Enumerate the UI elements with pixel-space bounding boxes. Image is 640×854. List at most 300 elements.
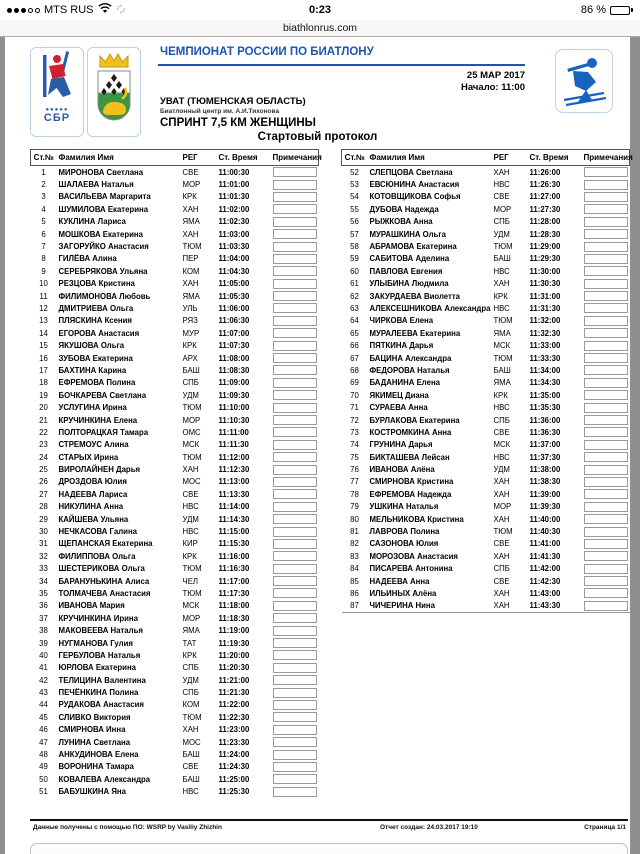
start-number: 62 bbox=[350, 291, 359, 301]
region-code: НВС bbox=[493, 452, 510, 462]
table-row bbox=[342, 389, 630, 401]
remarks-box bbox=[273, 539, 317, 549]
remarks-cell bbox=[582, 414, 630, 426]
region-code: ХАН bbox=[493, 551, 510, 561]
athlete-name: РЫЖКОВА Анна bbox=[369, 217, 433, 227]
start-number: 60 bbox=[350, 266, 359, 276]
start-time: 11:42:00 bbox=[529, 564, 561, 574]
region-code: ХАН bbox=[182, 229, 199, 239]
remarks-cell bbox=[271, 278, 319, 290]
table-row bbox=[342, 538, 630, 550]
remarks-cell bbox=[271, 191, 319, 203]
start-time: 11:08:30 bbox=[218, 365, 250, 375]
athlete-name: ФИЛИППОВА Ольга bbox=[58, 551, 136, 561]
protocol-title: Стартовый протокол bbox=[257, 131, 378, 143]
start-time: 11:01:30 bbox=[218, 192, 250, 202]
start-time: 11:25:30 bbox=[218, 787, 250, 797]
table-row bbox=[31, 525, 319, 537]
start-time: 11:38:00 bbox=[529, 465, 561, 475]
start-number: 50 bbox=[39, 774, 48, 784]
region-code: ХАН bbox=[493, 514, 510, 524]
start-number: 1 bbox=[41, 167, 46, 177]
region-code: МСК bbox=[182, 440, 200, 450]
start-time: 11:03:30 bbox=[218, 242, 250, 252]
remarks-cell bbox=[582, 426, 630, 438]
region-code: МСК bbox=[493, 341, 511, 351]
remarks-cell bbox=[582, 327, 630, 339]
start-number: 19 bbox=[39, 390, 48, 400]
remarks-cell bbox=[271, 624, 319, 636]
remarks-box bbox=[584, 365, 628, 375]
remarks-box bbox=[584, 502, 628, 512]
athlete-name: ШАЛАЕВА Наталья bbox=[58, 180, 134, 190]
table-row bbox=[31, 649, 319, 661]
athlete-name: АНКУДИНОВА Елена bbox=[58, 750, 139, 760]
start-number: 71 bbox=[350, 403, 359, 413]
remarks-cell bbox=[271, 525, 319, 537]
athlete-name: САБИТОВА Аделина bbox=[369, 254, 450, 264]
remarks-cell bbox=[271, 612, 319, 624]
start-number: 5 bbox=[41, 217, 46, 227]
start-number: 58 bbox=[350, 242, 359, 252]
table-row bbox=[342, 426, 630, 438]
remarks-box bbox=[584, 217, 628, 227]
start-time: 11:28:30 bbox=[529, 229, 561, 239]
remarks-cell bbox=[582, 439, 630, 451]
athlete-name: БАХТИНА Карина bbox=[58, 365, 127, 375]
region-code: ХАН bbox=[493, 588, 510, 598]
remarks-box bbox=[273, 613, 317, 623]
start-number: 63 bbox=[350, 303, 359, 313]
athlete-name: ЕФРЕМОВА Надежда bbox=[369, 489, 452, 499]
region-code: ХАН bbox=[182, 204, 199, 214]
start-number: 74 bbox=[350, 440, 359, 450]
athlete-name: ПЯТКИНА Дарья bbox=[369, 341, 434, 351]
table-row bbox=[342, 166, 630, 179]
start-number: 7 bbox=[41, 242, 46, 252]
table-row bbox=[31, 339, 319, 351]
remarks-box bbox=[584, 328, 628, 338]
remarks-box bbox=[273, 750, 317, 760]
remarks-box bbox=[584, 601, 628, 611]
region-code: БАШ bbox=[493, 365, 511, 375]
region-code: ХАН bbox=[182, 725, 199, 735]
start-time: 11:27:30 bbox=[529, 204, 561, 214]
region-code: НВС bbox=[182, 787, 199, 797]
remarks-box bbox=[584, 427, 628, 437]
start-time: 11:33:30 bbox=[529, 353, 561, 363]
carrier-label: MTS RUS bbox=[44, 4, 94, 16]
document-page bbox=[5, 37, 633, 854]
remarks-cell bbox=[271, 637, 319, 649]
remarks-box bbox=[584, 204, 628, 214]
remarks-cell bbox=[271, 649, 319, 661]
remarks-box bbox=[273, 514, 317, 524]
athlete-name: ЮРЛОВА Екатерина bbox=[58, 663, 137, 673]
start-number: 76 bbox=[350, 465, 359, 475]
remarks-cell bbox=[271, 302, 319, 314]
athlete-name: ЕВСЮНИНА Анастасия bbox=[369, 180, 460, 190]
region-code: СВЕ bbox=[493, 539, 510, 549]
start-time: 11:43:00 bbox=[529, 588, 561, 598]
athlete-name: НАДЕЕВА Анна bbox=[369, 576, 430, 586]
table-row bbox=[31, 674, 319, 686]
remarks-box bbox=[273, 291, 317, 301]
event-label: СПРИНТ 7,5 КМ ЖЕНЩИНЫ bbox=[160, 117, 316, 129]
remarks-cell bbox=[271, 414, 319, 426]
remarks-cell bbox=[582, 216, 630, 228]
table-row bbox=[342, 290, 630, 302]
region-code: ТЮМ bbox=[182, 452, 202, 462]
region-code: КИР bbox=[182, 539, 198, 549]
start-number: 14 bbox=[39, 328, 48, 338]
start-time: 11:04:30 bbox=[218, 266, 250, 276]
start-number: 52 bbox=[350, 167, 359, 177]
start-number: 51 bbox=[39, 787, 48, 797]
athlete-name: ФИЛИМОНОВА Любовь bbox=[58, 291, 151, 301]
table-row bbox=[31, 178, 319, 190]
athlete-name: ИВАНОВА Мария bbox=[58, 601, 125, 611]
sbr-dots: ●●●●● bbox=[45, 107, 69, 113]
sbr-label: СБР bbox=[43, 112, 71, 124]
table-row bbox=[342, 463, 630, 475]
table-row bbox=[342, 439, 630, 451]
start-time: 11:26:30 bbox=[529, 180, 561, 190]
start-time-label: Начало: 11:00 bbox=[461, 82, 525, 93]
athlete-name: ПОЛТОРАЦКАЯ Тамара bbox=[58, 427, 149, 437]
remarks-box bbox=[273, 638, 317, 648]
region-code: ЯМА bbox=[182, 626, 200, 636]
clock-label: 0:23 bbox=[308, 4, 332, 16]
remarks-box bbox=[273, 303, 317, 313]
athlete-name: ЗУБОВА Екатерина bbox=[58, 353, 133, 363]
athlete-name: КУКЛИНА Лариса bbox=[58, 217, 126, 227]
start-time: 11:09:30 bbox=[218, 390, 250, 400]
remarks-cell bbox=[582, 513, 630, 525]
remarks-box bbox=[273, 762, 317, 772]
start-number: 38 bbox=[39, 626, 48, 636]
start-number: 28 bbox=[39, 502, 48, 512]
start-time: 11:35:30 bbox=[529, 403, 561, 413]
start-number: 59 bbox=[350, 254, 359, 264]
start-time: 11:15:30 bbox=[218, 539, 250, 549]
battery-icon bbox=[610, 6, 633, 15]
start-number: 48 bbox=[39, 750, 48, 760]
header-logos bbox=[30, 47, 141, 137]
remarks-box bbox=[584, 341, 628, 351]
start-number: 55 bbox=[350, 204, 359, 214]
remarks-box bbox=[273, 626, 317, 636]
start-time: 11:20:00 bbox=[218, 650, 250, 660]
athlete-name: КРУЧИНКИНА Елена bbox=[58, 415, 138, 425]
start-number: 67 bbox=[350, 353, 359, 363]
remarks-box bbox=[273, 712, 317, 722]
footer-page-number: Страница 1/1 bbox=[584, 824, 626, 831]
athlete-name: УСЛУГИНА Ирина bbox=[58, 403, 127, 413]
start-time: 11:41:00 bbox=[529, 539, 561, 549]
remarks-box bbox=[584, 279, 628, 289]
start-time: 11:22:30 bbox=[218, 712, 250, 722]
start-time: 11:28:00 bbox=[529, 217, 561, 227]
table-row bbox=[31, 302, 319, 314]
start-time: 11:18:00 bbox=[218, 601, 250, 611]
start-number: 87 bbox=[350, 601, 359, 611]
region-code: КРК bbox=[182, 192, 197, 202]
remarks-box bbox=[273, 502, 317, 512]
region-code: СВЕ bbox=[493, 427, 510, 437]
start-number: 72 bbox=[350, 415, 359, 425]
start-number: 6 bbox=[41, 229, 46, 239]
remarks-box bbox=[584, 576, 628, 586]
remarks-cell bbox=[271, 364, 319, 376]
athlete-name: МОРОЗОВА Анастасия bbox=[369, 551, 458, 561]
athlete-name: ЕГОРОВА Анастасия bbox=[58, 328, 140, 338]
col-header-region: РЕГ bbox=[492, 150, 528, 166]
remarks-box bbox=[584, 266, 628, 276]
table-row bbox=[31, 501, 319, 513]
remarks-box bbox=[273, 180, 317, 190]
start-time: 11:29:30 bbox=[529, 254, 561, 264]
start-number: 81 bbox=[350, 527, 359, 537]
remarks-cell bbox=[271, 439, 319, 451]
athlete-name: СТАРЫХ Ирина bbox=[58, 452, 119, 462]
athlete-name: ПАВЛОВА Евгения bbox=[369, 266, 443, 276]
table-row bbox=[31, 191, 319, 203]
remarks-cell bbox=[582, 352, 630, 364]
table-row bbox=[31, 575, 319, 587]
remarks-cell bbox=[582, 476, 630, 488]
region-code: ПЕР bbox=[182, 254, 199, 264]
table-row bbox=[342, 550, 630, 562]
region-code: НВС bbox=[182, 527, 199, 537]
start-number: 36 bbox=[39, 601, 48, 611]
region-code: ТЮМ bbox=[493, 316, 513, 326]
start-number: 41 bbox=[39, 663, 48, 673]
start-number: 69 bbox=[350, 378, 359, 388]
table-row bbox=[342, 352, 630, 364]
table-row bbox=[342, 401, 630, 413]
region-code: ТЮМ bbox=[493, 353, 513, 363]
remarks-cell bbox=[271, 178, 319, 190]
start-number: 64 bbox=[350, 316, 359, 326]
start-time: 11:02:00 bbox=[218, 204, 250, 214]
start-number: 46 bbox=[39, 725, 48, 735]
region-code: ТЮМ bbox=[182, 242, 202, 252]
region-code: МОС bbox=[182, 737, 201, 747]
table-row bbox=[31, 253, 319, 265]
remarks-cell bbox=[582, 253, 630, 265]
remarks-cell bbox=[271, 216, 319, 228]
remarks-box bbox=[584, 378, 628, 388]
table-row bbox=[342, 563, 630, 575]
remarks-box bbox=[273, 440, 317, 450]
table-row bbox=[31, 476, 319, 488]
start-time: 11:30:00 bbox=[529, 266, 561, 276]
remarks-cell bbox=[271, 451, 319, 463]
table-row bbox=[342, 575, 630, 587]
region-code: СПБ bbox=[493, 217, 510, 227]
table-header-row bbox=[342, 150, 630, 166]
athlete-name: СМИРНОВА Инна bbox=[58, 725, 126, 735]
athlete-name: БАРАНУНЬКИНА Алиса bbox=[58, 576, 150, 586]
remarks-cell bbox=[271, 587, 319, 599]
remarks-cell bbox=[271, 401, 319, 413]
region-code: КРК bbox=[493, 390, 508, 400]
athlete-name: НАДЕЕВА Лариса bbox=[58, 489, 128, 499]
start-time: 11:20:30 bbox=[218, 663, 250, 673]
remarks-cell bbox=[582, 315, 630, 327]
remarks-cell bbox=[271, 711, 319, 723]
remarks-cell bbox=[582, 278, 630, 290]
remarks-cell bbox=[271, 686, 319, 698]
start-time: 11:26:00 bbox=[529, 167, 561, 177]
athlete-name: ВАСИЛЬЕВА Маргарита bbox=[58, 192, 151, 202]
start-number: 56 bbox=[350, 217, 359, 227]
col-header-remarks: Примечания bbox=[271, 150, 319, 166]
table-row bbox=[31, 748, 319, 760]
table-row bbox=[342, 377, 630, 389]
remarks-box bbox=[584, 527, 628, 537]
start-list-tables bbox=[30, 149, 633, 798]
region-code: МОР bbox=[182, 180, 201, 190]
start-number: 10 bbox=[39, 279, 48, 289]
remarks-box bbox=[273, 477, 317, 487]
start-number: 11 bbox=[39, 291, 48, 301]
start-list-right-column bbox=[341, 149, 633, 798]
region-code: ЯМА bbox=[182, 217, 200, 227]
athlete-name: НУГМАНОВА Гулия bbox=[58, 638, 133, 648]
start-time: 11:12:00 bbox=[218, 452, 250, 462]
start-time: 11:08:00 bbox=[218, 353, 250, 363]
region-code: ХАН bbox=[493, 489, 510, 499]
start-time: 11:40:00 bbox=[529, 514, 561, 524]
table-row bbox=[31, 377, 319, 389]
start-number: 42 bbox=[39, 675, 48, 685]
start-number: 37 bbox=[39, 613, 48, 623]
athlete-name: ПЛЯСКИНА Ксения bbox=[58, 316, 132, 326]
remarks-cell bbox=[271, 463, 319, 475]
remarks-cell bbox=[582, 302, 630, 314]
remarks-cell bbox=[271, 786, 319, 798]
event-date: 25 МАР 2017 bbox=[466, 70, 525, 81]
table-row bbox=[342, 513, 630, 525]
remarks-box bbox=[273, 204, 317, 214]
table-row bbox=[31, 166, 319, 179]
table-row bbox=[31, 773, 319, 785]
table-row bbox=[342, 587, 630, 599]
start-number: 40 bbox=[39, 650, 48, 660]
start-number: 25 bbox=[39, 465, 48, 475]
start-number: 29 bbox=[39, 514, 48, 524]
biathlete-pictogram-icon bbox=[561, 55, 607, 107]
table-row bbox=[342, 265, 630, 277]
table-row bbox=[31, 203, 319, 215]
status-bar bbox=[0, 0, 640, 20]
remarks-box bbox=[273, 378, 317, 388]
athlete-name: БАБУШКИНА Яна bbox=[58, 787, 126, 797]
table-row bbox=[31, 563, 319, 575]
table-row bbox=[31, 463, 319, 475]
athlete-name: КОТОВЩИКОВА Софья bbox=[369, 192, 461, 202]
start-time: 11:15:00 bbox=[218, 527, 250, 537]
region-code: АРХ bbox=[182, 353, 198, 363]
athlete-name: МУРАЛЕЕВА Екатерина bbox=[369, 328, 461, 338]
remarks-cell bbox=[271, 476, 319, 488]
start-time: 11:19:00 bbox=[218, 626, 250, 636]
table-row bbox=[31, 624, 319, 636]
remarks-cell bbox=[271, 426, 319, 438]
remarks-box bbox=[273, 650, 317, 660]
region-code: ХАН bbox=[493, 167, 510, 177]
browser-address-bar[interactable] bbox=[0, 20, 640, 37]
athlete-name: ТОЛМАЧЕВА Анастасия bbox=[58, 588, 151, 598]
start-list-table-right bbox=[341, 149, 633, 613]
venue-sub-label: Биатлонный центр им. А.И.Тихонова bbox=[160, 108, 280, 115]
start-time: 11:14:30 bbox=[218, 514, 250, 524]
table-row bbox=[342, 600, 630, 613]
athlete-name: БАЦИНА Александра bbox=[369, 353, 452, 363]
remarks-cell bbox=[582, 538, 630, 550]
athlete-name: ШЕСТЕРИКОВА Ольга bbox=[58, 564, 145, 574]
start-number: 45 bbox=[39, 712, 48, 722]
athlete-name: СУРАЕВА Анна bbox=[369, 403, 428, 413]
start-number: 3 bbox=[41, 192, 46, 202]
start-time: 11:17:00 bbox=[218, 576, 250, 586]
remarks-box bbox=[273, 700, 317, 710]
table-row bbox=[342, 302, 630, 314]
region-code: РЯЗ bbox=[182, 316, 198, 326]
start-number: 77 bbox=[350, 477, 359, 487]
athlete-name: ДУБОВА Надежда bbox=[369, 204, 439, 214]
start-number: 86 bbox=[350, 588, 359, 598]
region-code: БАШ bbox=[493, 254, 511, 264]
start-number: 65 bbox=[350, 328, 359, 338]
remarks-cell bbox=[271, 538, 319, 550]
wifi-icon bbox=[98, 3, 112, 17]
table-row bbox=[31, 401, 319, 413]
remarks-cell bbox=[582, 525, 630, 537]
table-row bbox=[31, 315, 319, 327]
table-row bbox=[342, 476, 630, 488]
start-time: 11:30:30 bbox=[529, 279, 561, 289]
region-code: УДМ bbox=[493, 229, 510, 239]
athlete-name: ТЕЛИЦИНА Валентина bbox=[58, 675, 146, 685]
col-header-number: Ст.№ bbox=[31, 150, 57, 166]
remarks-box bbox=[273, 242, 317, 252]
url-text[interactable]: biathlonrus.com bbox=[282, 22, 358, 34]
start-time: 11:18:30 bbox=[218, 613, 250, 623]
athlete-name: МЕЛЬНИКОВА Кристина bbox=[369, 514, 464, 524]
start-time: 11:16:30 bbox=[218, 564, 250, 574]
athlete-name: БИКТАШЕВА Лейсан bbox=[369, 452, 450, 462]
table-row bbox=[31, 513, 319, 525]
venue-label: УВАТ (ТЮМЕНСКАЯ ОБЛАСТЬ) bbox=[160, 96, 306, 107]
table-row bbox=[342, 178, 630, 190]
table-row bbox=[342, 364, 630, 376]
athlete-name: ДРОЗДОВА Юлия bbox=[58, 477, 127, 487]
remarks-cell bbox=[271, 513, 319, 525]
start-time: 11:10:30 bbox=[218, 415, 250, 425]
start-time: 11:24:00 bbox=[218, 750, 250, 760]
region-code: КРК bbox=[493, 291, 508, 301]
table-row bbox=[31, 265, 319, 277]
athlete-name: ЧИЧЕРИНА Нина bbox=[369, 601, 435, 611]
remarks-box bbox=[584, 588, 628, 598]
athlete-name: КОСТРОМКИНА Анна bbox=[369, 427, 452, 437]
remarks-box bbox=[273, 390, 317, 400]
start-time: 11:13:30 bbox=[218, 489, 250, 499]
region-code: ХАН bbox=[493, 477, 510, 487]
